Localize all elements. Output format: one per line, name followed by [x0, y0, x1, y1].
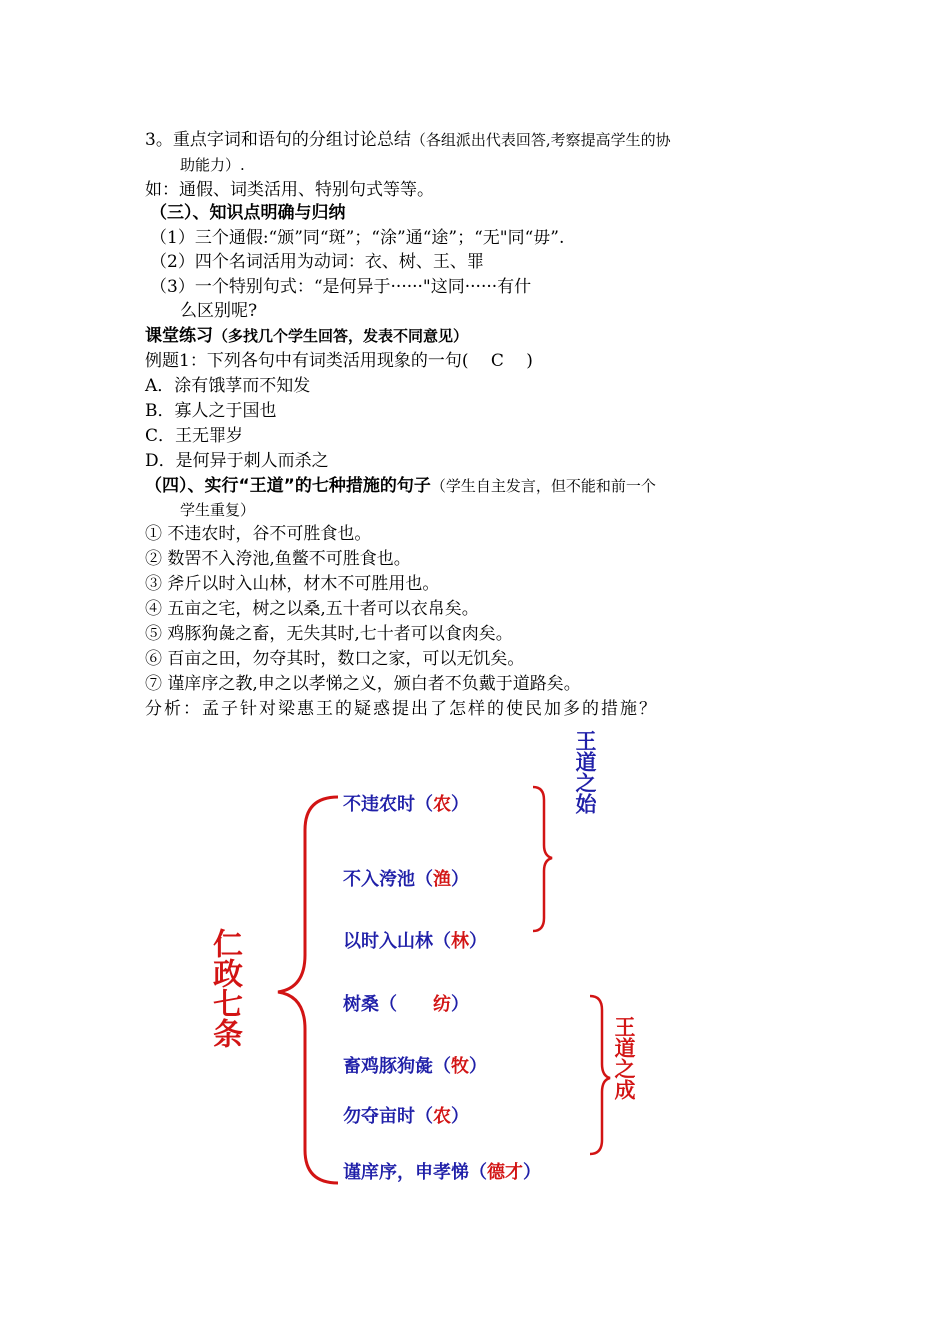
note-continuation: 助能力）. — [180, 156, 245, 174]
item-text: 谨庠序，申孝悌（ — [343, 1162, 487, 1183]
item-text: 以时入山林（ — [343, 931, 451, 952]
example-question: 例题1：下列各句中有词类活用现象的一句( C ) — [145, 351, 533, 371]
knowledge-point-3-cont: 么区别呢? — [180, 301, 258, 321]
section-note-4: （学生自主发言，但不能和前一个 — [430, 477, 656, 495]
item-close: ） — [451, 994, 469, 1015]
option-a: A．涂有饿莩而不知发 — [145, 376, 311, 396]
main-brace — [278, 797, 338, 1183]
item-key: 牧 — [451, 1056, 469, 1077]
option-c: C．王无罪岁 — [145, 426, 244, 446]
diagram-item-7 — [343, 1158, 541, 1184]
group2-label: 王道之成 — [612, 1016, 636, 1100]
item-close: ） — [469, 931, 487, 952]
group1-label: 王道之始 — [573, 730, 597, 814]
item-key: 农 — [433, 1106, 451, 1127]
item-close: ） — [451, 794, 469, 815]
item-text: 不入洿池（ — [343, 869, 433, 890]
item-close: ） — [469, 1056, 487, 1077]
item-text: 勿夺亩时（ — [343, 1106, 433, 1127]
note-text: （各组派出代表回答,考察提高学生的协 — [410, 131, 671, 149]
heading-text: 3。重点字词和语句的分组讨论总结 — [145, 130, 411, 150]
center-label: 仁政七条 — [207, 928, 242, 1048]
item-close: ） — [451, 869, 469, 890]
diagram-item-4 — [343, 990, 469, 1016]
diagram-item-3 — [343, 927, 487, 953]
diagram-item-5 — [343, 1052, 487, 1078]
group1-brace — [533, 787, 552, 931]
measure-3: ③ 斧斤以时入山林，材木不可胜用也。 — [145, 574, 440, 594]
item-close: ） — [523, 1162, 541, 1183]
knowledge-point-3: （3）一个特别句式：“是何异于······"这同······有什 — [150, 277, 532, 297]
item-key: 林 — [451, 931, 469, 952]
item-text: 树桑（ — [343, 994, 433, 1015]
section-heading-3: （三）、知识点明确与归纳 — [150, 203, 346, 223]
item-key: 纺 — [433, 994, 451, 1015]
analysis-question: 分析：孟子针对梁惠王的疑惑提出了怎样的使民加多的措施？ — [145, 699, 658, 719]
diagram-item-1 — [343, 790, 469, 816]
option-d: D．是何异于刺人而杀之 — [145, 451, 329, 471]
measure-6: ⑥ 百亩之田，勿夺其时，数口之家，可以无饥矣。 — [145, 649, 525, 669]
item-text: 不违农时（ — [343, 794, 433, 815]
item-key: 渔 — [433, 869, 451, 890]
diagram-item-6 — [343, 1102, 469, 1128]
knowledge-point-2: （2）四个名词活用为动词：衣、树、王、罪 — [150, 252, 484, 272]
measure-4: ④ 五亩之宅，树之以桑,五十者可以衣帛矣。 — [145, 599, 479, 619]
measure-5: ⑤ 鸡豚狗彘之畜，无失其时,七十者可以食肉矣。 — [145, 624, 513, 644]
measure-2: ② 数罟不入洿池,鱼鳖不可胜食也。 — [145, 549, 411, 569]
diagram-item-2 — [343, 865, 469, 891]
group2-brace — [590, 996, 610, 1154]
measure-1: ① 不违农时，谷不可胜食也。 — [145, 524, 372, 544]
section-note-cont: 学生重复） — [180, 501, 256, 519]
measure-7: ⑦ 谨庠序之教,申之以孝悌之义，颁白者不负戴于道路矣。 — [145, 674, 581, 694]
item-close: ） — [451, 1106, 469, 1127]
section-title-4: （四）、实行“王道”的七种措施的句子 — [145, 476, 431, 496]
item-text: 畜鸡豚狗彘（ — [343, 1056, 451, 1077]
option-b: B．寡人之于国也 — [145, 401, 277, 421]
example-line: 如：通假、词类活用、特别句式等等。 — [145, 180, 434, 200]
practice-note: （多找几个学生回答，发表不同意见） — [213, 327, 469, 345]
item-key: 德才 — [487, 1162, 523, 1183]
knowledge-point-1: （1）三个通假:“颁”同“斑”；“涂”通“途”；“无"同“毋”. — [150, 228, 565, 248]
item-key: 农 — [433, 794, 451, 815]
practice-title: 课堂练习 — [145, 326, 213, 346]
